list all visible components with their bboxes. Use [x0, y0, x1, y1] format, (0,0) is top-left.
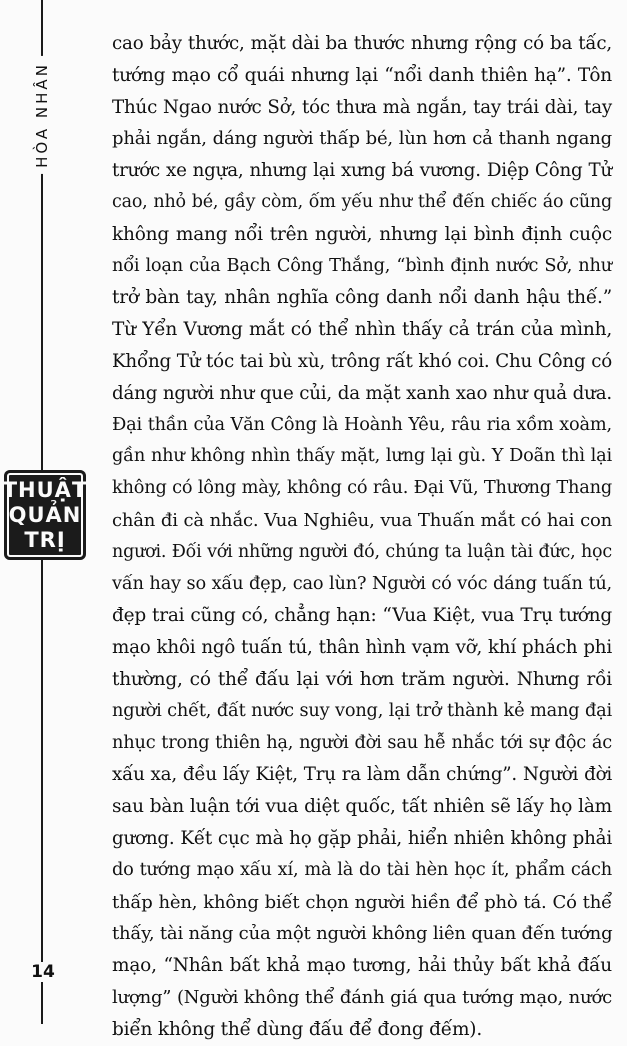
text-line: vấn hay so xấu đẹp, cao lùn? Người có vóc dáng tuấn tú, — [112, 573, 612, 594]
text-line: thấy, tài năng của một người không liên quan đến tướng — [112, 923, 613, 945]
text-line: không mang nổi trên người, nhưng lại bình định cuộc — [112, 223, 612, 245]
text-line: chân đi cà nhắc. Vua Nghiêu, vua Thuấn mắt có hai con — [112, 509, 612, 531]
text-line: tướng mạo cổ quái nhưng lại “nổi danh thiên hạ”. Tôn — [112, 64, 612, 86]
text-line: mạo khôi ngô tuấn tú, thân hình vạm vỡ, khí phách phi — [112, 637, 612, 659]
logo-line-2: QUẢN — [8, 502, 82, 527]
text-line: xấu xa, đều lấy Kiệt, Trụ ra làm dẫn chứng”. Người đời — [112, 764, 612, 786]
text-line-last: biển không thể dùng đấu để đong đếm). — [112, 1018, 483, 1040]
text-line: không có lông mày, không có râu. Đại Vũ, Thương Thang — [112, 478, 612, 499]
text-line: Đại thần của Văn Công là Hoành Yêu, râu ria xồm xoàm, — [112, 414, 612, 435]
running-title — [22, 40, 62, 190]
text-line: người chết, đất nước suy vong, lại trở thành kẻ mang đại — [112, 700, 612, 721]
text-line: dáng người như que củi, da mặt xanh xao như quả dưa. — [112, 382, 612, 404]
text-line: đẹp trai cũng có, chẳng hạn: “Vua Kiệt, vua Trụ tướng — [112, 605, 612, 627]
text-line: phải ngắn, dáng người thấp bé, lùn hơn cả thanh ngang — [112, 128, 612, 150]
page-number: 14 — [28, 962, 58, 982]
text-line: trước xe ngựa, nhưng lại xưng bá vương. Diệp Công Tử — [112, 160, 612, 182]
text-line: thấp hèn, không biết chọn người hiền để phò tá. Có thể — [112, 891, 612, 913]
text-line: ngươi. Đối với những người đó, chúng ta luận tài đức, học — [112, 541, 612, 562]
text-line: Khổng Tử tóc tai bù xù, trông rất khó coi. Chu Công có — [112, 350, 612, 372]
text-line: trở bàn tay, nhân nghĩa công danh nổi danh hậu thế.” — [112, 287, 612, 309]
text-line: sau bàn luận tới vua diệt quốc, tất nhiên sẽ lấy họ làm — [112, 796, 612, 818]
text-line: cao bảy thước, mặt dài ba thước nhưng rộng có ba tấc, — [112, 33, 612, 54]
text-line: lượng” (Người không thể đánh giá qua tướng mạo, nước — [112, 986, 612, 1008]
book-series-logo — [4, 470, 86, 560]
logo-line-1: THUẬT — [2, 477, 88, 502]
text-line: gương. Kết cục mà họ gặp phải, hiển nhiên không phải — [112, 827, 612, 849]
text-line: do tướng mạo xấu xí, mà là do tài hèn học ít, phẩm cách — [112, 859, 612, 880]
text-line: thường, có thể đấu lại với hơn trăm người. Nhưng rồi — [112, 668, 612, 690]
logo-line-3: TRỊ — [24, 527, 66, 552]
text-line: gần như không nhìn thấy mặt, lưng lại gù. Y Doãn thì lại — [112, 446, 612, 467]
text-line: nhục trong thiên hạ, người đời sau hễ nhắc tới sự độc ác — [112, 732, 612, 753]
text-line: nổi loạn của Bạch Công Thắng, “bình định nước Sở, như — [112, 255, 612, 276]
text-line: cao, nhỏ bé, gầy còm, ốm yếu như thể đến chiếc áo cũng — [112, 191, 612, 212]
margin-rule-bottom — [41, 560, 43, 1024]
body-text — [112, 28, 612, 1046]
text-line: mạo, “Nhân bất khả mạo tương, hải thủy bất khả đấu — [112, 955, 612, 977]
text-line: Thúc Ngao nước Sở, tóc thưa mà ngắn, tay trái dài, tay — [112, 96, 612, 118]
text-line: Từ Yển Vương mắt có thể nhìn thấy cả trán của mình, — [112, 319, 612, 341]
running-title-text: HÒA NHÂN — [33, 56, 51, 174]
